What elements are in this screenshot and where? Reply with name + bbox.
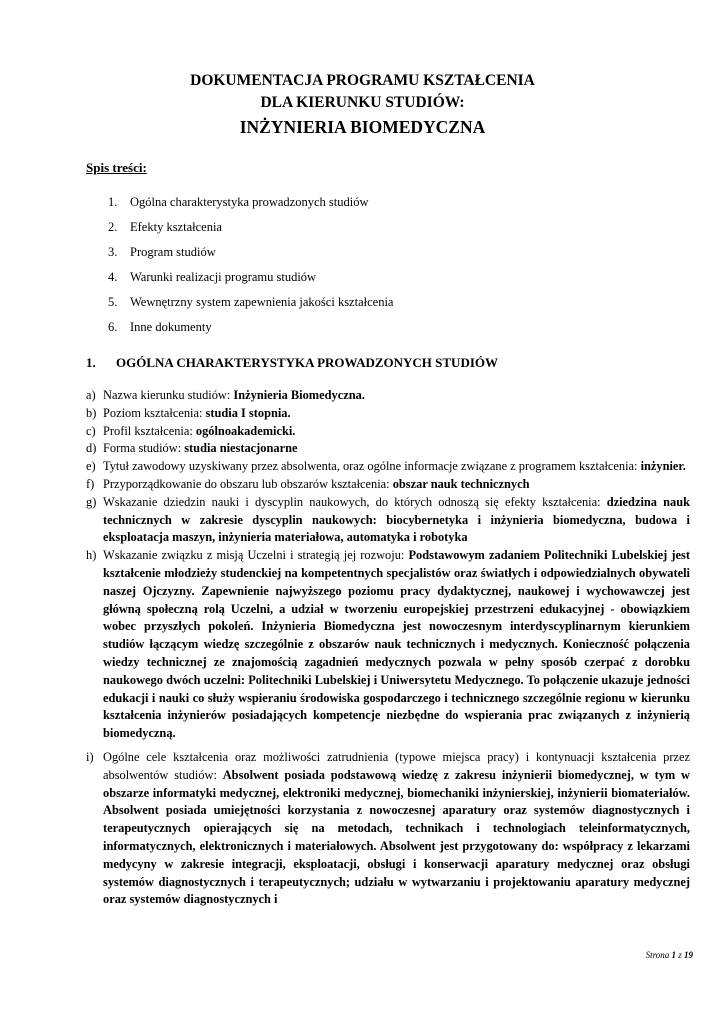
document-title — [0, 70, 725, 140]
list-item — [86, 423, 690, 441]
item-letter: b) — [86, 405, 97, 420]
item-value: obszar nauk technicznych — [392, 476, 530, 491]
toc-item-number: 1. — [108, 195, 118, 209]
item-text: Forma studiów: — [103, 441, 185, 456]
toc-item — [108, 292, 393, 317]
item-text: Nazwa kierunku studiów: — [103, 388, 234, 402]
section-content — [86, 387, 690, 909]
footer-separator: z — [675, 950, 684, 960]
title-line-1: DOKUMENTACJA PROGRAMU KSZTAŁCENIA — [190, 72, 535, 89]
toc-item — [108, 242, 393, 267]
toc-item-label: Wewnętrzny system zapewnienia jakości kształcenia — [130, 295, 394, 309]
item-value: studia niestacjonarne — [184, 441, 298, 456]
footer-page-number: 1 — [671, 950, 676, 960]
toc-item — [108, 192, 393, 217]
page-footer — [646, 950, 693, 960]
toc-heading: Spis treści: — [86, 160, 147, 175]
list-item — [86, 458, 690, 476]
list-item — [86, 476, 690, 494]
table-of-contents — [108, 192, 393, 342]
item-value: ogólnoakademicki. — [195, 423, 296, 438]
item-text: Poziom kształcenia: — [103, 405, 206, 420]
item-value: inżynier. — [640, 459, 686, 474]
list-item — [86, 387, 690, 405]
item-value: Absolwent posiada podstawową wiedzę z zakresu inżynierii biomedycznej, w tym w obszarze informatyki medycznej, elektroniki medycznej, biomechaniki inżynierskiej, inżynierii biomateriałów. Absolwent posiada umiejętności korzystania z nowoczesnej aparatury oraz systemów diagnostycznych i terapeutycznych opierających się na metodach, technikach i technologiach teleinformatycznych, informatycznych, elektronicznych i materiałowych. Absolwent jest przygotowany do: współpracy z lekarzami medycyny w zakresie integracji, eksploatacji, obsługi i konserwacji aparatury medycznej oraz obsługi systemów diagnostycznych i terapeutycznych; udziału w wytwarzaniu i projektowaniu aparatury medycznej oraz systemów diagnostycznych i — [103, 767, 690, 907]
item-letter: g) — [86, 494, 97, 509]
toc-item-number: 2. — [108, 220, 118, 234]
toc-item-label: Efekty kształcenia — [130, 220, 222, 234]
item-text: Tytuł zawodowy uzyskiwany przez absolwenta, oraz ogólne informacje związane z programem kształcenia: — [103, 459, 641, 474]
item-letter: d) — [86, 441, 97, 456]
list-item — [86, 547, 690, 743]
footer-page-total: 19 — [684, 950, 693, 960]
toc-item-number: 6. — [108, 320, 118, 334]
item-value: dziedzina nauk technicznych w zakresie dyscyplin naukowych: biocybernetyka i inżynieria biomedyczna, budowa i eksploatacja maszyn, inżynieria materiałowa, automatyka i robotyka — [103, 494, 691, 545]
item-text: Ogólne cele kształcenia oraz możliwości zatrudnienia (typowe miejsca pracy) i kontynuacji kształcenia przez absolwentów studiów: — [103, 749, 690, 782]
item-text: Wskazanie związku z misją Uczelni i strategią jej rozwoju: — [103, 548, 409, 563]
toc-item — [108, 267, 393, 292]
list-item — [86, 494, 690, 547]
title-line-2: DLA KIERUNKU STUDIÓW: — [260, 94, 465, 111]
list-item — [86, 405, 690, 423]
footer-prefix: Strona — [645, 950, 672, 960]
list-item — [86, 440, 690, 458]
item-letter: f) — [86, 476, 95, 491]
title-line-3: INŻYNIERIA BIOMEDYCZNA — [239, 117, 486, 137]
item-letter: c) — [86, 423, 96, 438]
list-item — [86, 749, 690, 909]
toc-item-label: Program studiów — [130, 245, 216, 259]
item-value: studia I stopnia. — [205, 405, 291, 420]
section-heading — [86, 355, 498, 371]
item-text: Wskazanie dziedzin nauki i dyscyplin naukowych, do których odnoszą się efekty kształcenia: — [103, 494, 607, 509]
section-number: 1. — [86, 355, 96, 370]
toc-item — [108, 217, 393, 242]
item-letter: i) — [86, 749, 94, 764]
item-letter: e) — [86, 459, 96, 474]
toc-item-label: Warunki realizacji programu studiów — [130, 270, 317, 284]
item-text: Przyporządkowanie do obszaru lub obszarów kształcenia: — [103, 476, 393, 491]
item-letter: h) — [86, 548, 97, 563]
section-title: OGÓLNA CHARAKTERYSTYKA PROWADZONYCH STUDIÓW — [116, 355, 499, 370]
toc-item-number: 4. — [108, 270, 118, 284]
item-value: Inżynieria Biomedyczna. — [233, 388, 365, 402]
toc-item-number: 3. — [108, 245, 118, 259]
item-text: Profil kształcenia: — [103, 423, 196, 438]
toc-item-label: Ogólna charakterystyka prowadzonych studiów — [130, 195, 369, 209]
toc-item-number: 5. — [108, 295, 118, 309]
item-letter: a) — [86, 388, 96, 402]
toc-item — [108, 317, 393, 342]
toc-item-label: Inne dokumenty — [130, 320, 212, 334]
item-value: Podstawowym zadaniem Politechniki Lubelskiej jest kształcenie młodzieży studenckiej na kompetentnych specjalistów oraz światłych i odpowiedzialnych obywateli naszej Ojczyzny. Zapewnienie najwyższego poziomu pracy dydaktycznej, naukowej i wychowawczej jest główną społeczną rolą Uczelni, a udział w tworzeniu europejskiej przestrzeni edukacyjnej - obowiązkiem wobec przyszłych pokoleń. Inżynieria Biomedyczna jest nowoczesnym interdyscyplinarnym kierunkiem studiów łączącym wiedzę szczególnie z obszarów nauk technicznych i medycznych. Konieczność połączenia wiedzy technicznej ze znajomością zagadnień medycznych pozwala w pełny sposób czerpać z dorobku naukowego dwóch uczelni: Politechniki Lubelskiej i Uniwersytetu Medycznego. To połączenie ukazuje jedności edukacji i nauki co służy wspieraniu środowiska gospodarczego i technicznego szczególnie regionu w kierunku kształcenia inżynierów posiadających kompetencje niezbędne do wspierania prac związanych z inżynierią biomedyczną. — [103, 548, 690, 741]
